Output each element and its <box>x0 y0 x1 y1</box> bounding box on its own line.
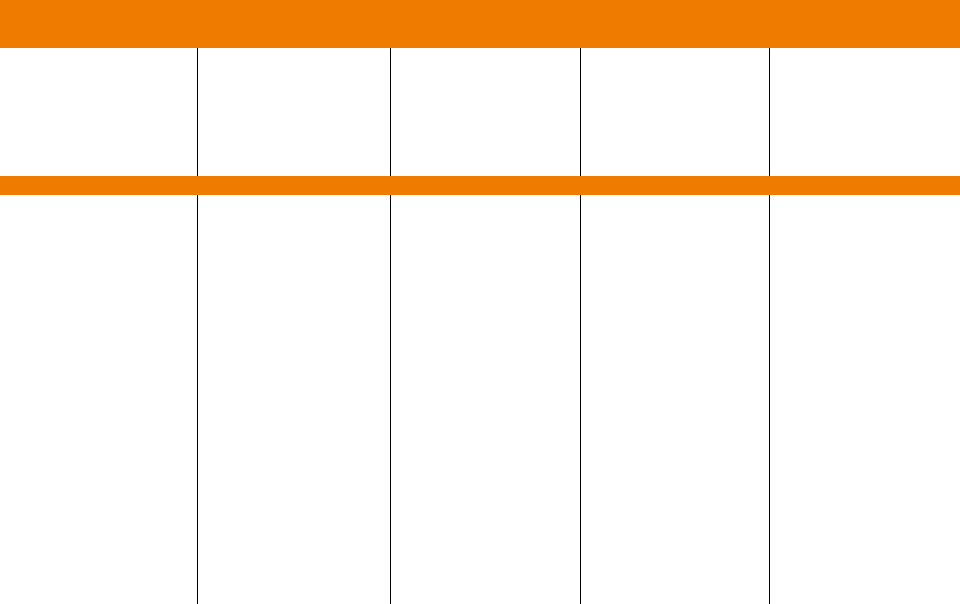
level-header <box>197 26 390 48</box>
column-rule <box>390 195 391 604</box>
level-header <box>580 26 769 48</box>
column-rule <box>580 48 581 176</box>
section-title <box>0 176 960 195</box>
column-rule <box>390 48 391 176</box>
column-rule <box>769 48 770 176</box>
column-rule <box>197 195 198 604</box>
column-rule <box>769 195 770 604</box>
column-rule <box>580 195 581 604</box>
level-header-row <box>0 26 960 48</box>
table-title <box>0 0 960 26</box>
level-header <box>769 26 960 48</box>
column-rule <box>197 48 198 176</box>
level-header <box>390 26 580 48</box>
level-header <box>0 26 197 48</box>
